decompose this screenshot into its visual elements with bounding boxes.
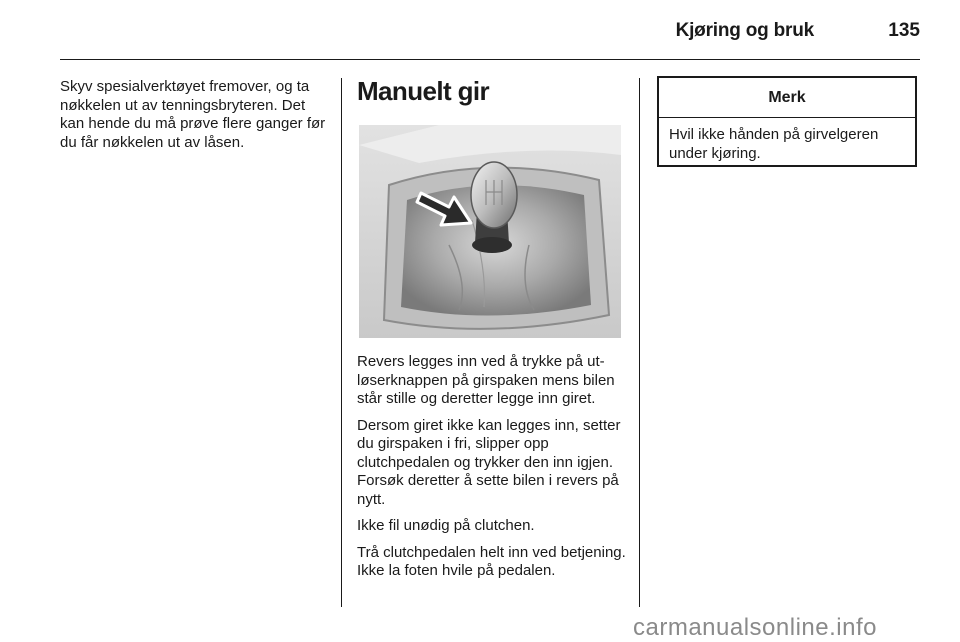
paragraph-clutch: Ikke fil unødig på clutchen. <box>357 517 535 534</box>
column-divider-2 <box>639 78 640 607</box>
paragraph-revers: Revers legges inn ved å trykke på utløserknappen på girspaken mens bilen står stille og deretter legge inn giret. <box>357 353 615 407</box>
column-2-text <box>357 353 629 589</box>
column-1-paragraph: Skyv spesialverktøyet fremover, og ta nøkkelen ut av tenningsbryteren. Det kan hende du må prøve flere ganger før du får nøkkelen ut av låsen. <box>60 78 326 151</box>
page-number: 135 <box>888 20 920 41</box>
running-header-title: Kjøring og bruk <box>675 20 814 41</box>
column-divider-1 <box>341 78 342 607</box>
section-heading: Manuelt gir <box>357 76 490 106</box>
column-1 <box>60 78 326 160</box>
watermark: carmanualsonline.info <box>633 614 877 641</box>
gear-shift-illustration <box>359 125 621 338</box>
note-box <box>657 76 917 167</box>
column-2 <box>357 76 622 106</box>
note-title: Merk <box>659 78 915 118</box>
paragraph-pedal: Trå clutchpedalen helt inn ved betjening. Ikke la foten hvile på pedalen. <box>357 543 626 579</box>
header-rule <box>60 59 920 60</box>
paragraph-dersom: Dersom giret ikke kan legges inn, setter du girspaken i fri, slipper opp clutchpedalen og trykker den inn igjen. Forsøk deretter å sette bilen i revers på nytt. <box>357 416 621 508</box>
note-body: Hvil ikke hånden på girvelgeren under kjøring. <box>669 126 879 162</box>
